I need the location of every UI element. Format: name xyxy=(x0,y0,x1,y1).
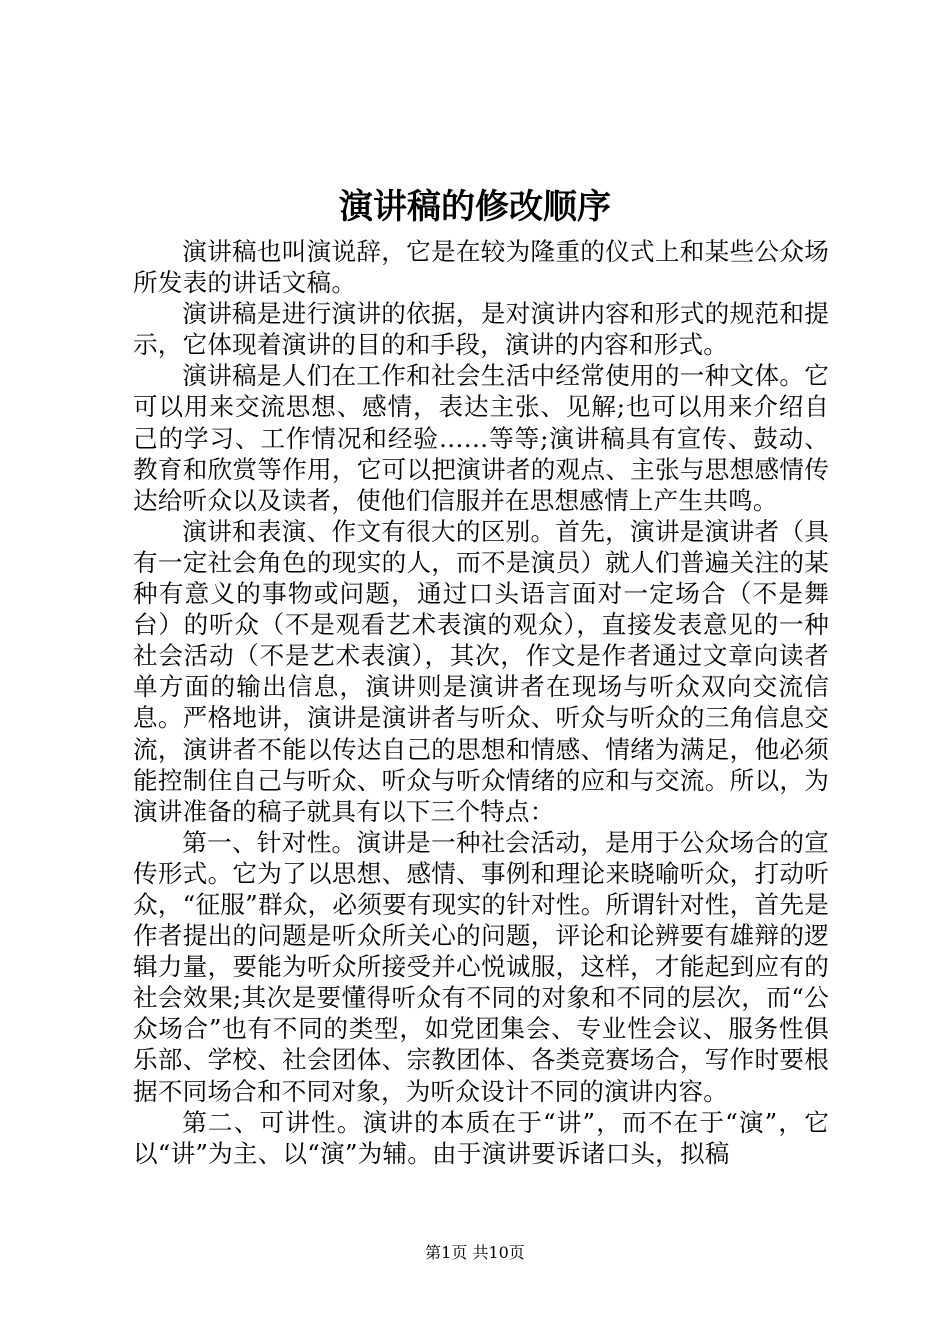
page-footer: 第1页 共10页 xyxy=(425,1243,525,1262)
document-title: 演讲稿的修改顺序 xyxy=(339,187,611,227)
paragraph: 第二、可讲性。演讲的本质在于“讲”，而不在于“演”，它以“讲”为主、以“演”为辅。由于演讲要诉诸口头，拟稿 xyxy=(133,1107,829,1168)
paragraph: 演讲稿也叫演说辞，它是在较为隆重的仪式上和某些公众场所发表的讲话文稿。 xyxy=(133,237,829,298)
document-body xyxy=(133,236,829,1169)
paragraph: 演讲稿是人们在工作和社会生活中经常使用的一种文体。它可以用来交流思想、感情，表达主张、见解;也可以用来介绍自己的学习、工作情况和经验……等等;演讲稿具有宣传、鼓动、教育和欣赏等作用，它可以把演讲者的观点、主张与思想感情传达给听众以及读者，使他们信服并在思想感情上产生共鸣。 xyxy=(133,361,829,515)
paragraph: 演讲稿是进行演讲的依据，是对演讲内容和形式的规范和提示，它体现着演讲的目的和手段，演讲的内容和形式。 xyxy=(133,299,829,360)
paragraph: 第一、针对性。演讲是一种社会活动，是用于公众场合的宣传形式。它为了以思想、感情、事例和理论来晓喻听众，打动听众，“征服”群众，必须要有现实的针对性。所谓针对性，首先是作者提出的问题是听众所关心的问题，评论和论辨要有雄辩的逻辑力量，要能为听众所接受并心悦诚服，这样，才能起到应有的社会效果;其次是要懂得听众有不同的对象和不同的层次，而“公众场合”也有不同的类型，如党团集会、专业性会议、服务性俱乐部、学校、社会团体、宗教团体、各类竞赛场合，写作时要根据不同场合和不同对象，为听众设计不同的演讲内容。 xyxy=(133,827,829,1106)
paragraph: 演讲和表演、作文有很大的区别。首先，演讲是演讲者（具有一定社会角色的现实的人，而不是演员）就人们普遍关注的某种有意义的事物或问题，通过口头语言面对一定场合（不是舞台）的听众（不是观看艺术表演的观众），直接发表意见的一种社会活动（不是艺术表演），其次，作文是作者通过文章向读者单方面的输出信息，演讲则是演讲者在现场与听众双向交流信息。严格地讲，演讲是演讲者与听众、听众与听众的三角信息交流，演讲者不能以传达自己的思想和情感、情绪为满足，他必须能控制住自己与听众、听众与听众情绪的应和与交流。所以，为演讲准备的稿子就具有以下三个特点： xyxy=(133,516,829,826)
